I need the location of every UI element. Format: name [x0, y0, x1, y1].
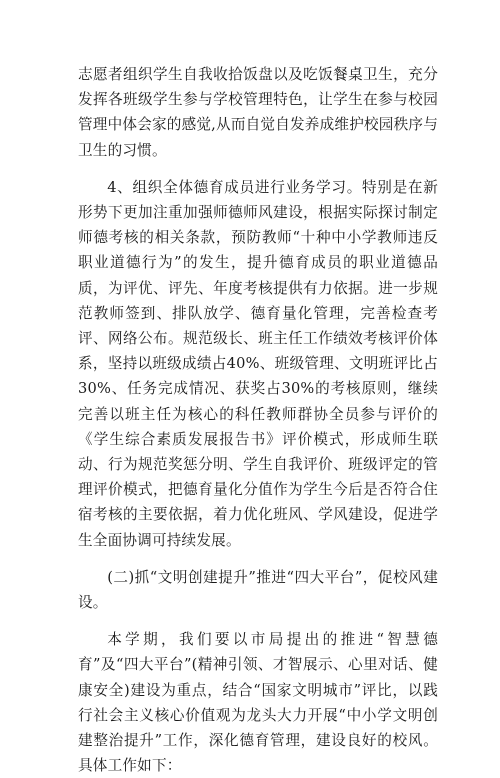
paragraph-semester-plan: 本学期，我们要以市局提出的推进“智慧德育”及“四大平台”(精神引领、才智展示、心里对话、健康安全)建设为重点，结合“国家文明城市”评比，以践行社会主义核心价值观为龙头大力开展“中小学文明创建整治提升”工作，深化德育管理，建设良好的校风。具体工作如下：	[78, 631, 438, 775]
paragraph-continued: 志愿者组织学生自我收拾饭盘以及吃饭餐桌卫生，充分发挥各班级学生参与学校管理特色，让学生在参与校园管理中体会家的感觉,从而自觉自发养成维护校园秩序与卫生的习惯。	[78, 66, 438, 159]
document-body	[78, 62, 438, 778]
paragraph-spacer	[78, 163, 438, 175]
section-heading-civilization: (二)抓“文明创建提升”推进“四大平台”，促校风建设。	[78, 568, 438, 612]
paragraph-spacer	[78, 553, 438, 565]
paragraph-teacher-training: 4、组织全体德育成员进行业务学习。特别是在新形势下更加注重加强师德师风建设，根据实际探讨制定师德考核的相关条款，预防教师“十种中小学教师违反职业道德行为”的发生，提升德育成员的职业道德品质，为评优、评先、年度考核提供有力依据。进一步规范教师签到、排队放学、德育量化管理，完善检查考评、网络公布。规范级长、班主任工作绩效考核评价体系，坚持以班级成绩占40%、班级管理、文明班评比占30%、任务完成情况、获奖占30%的考核原则，继续完善以班主任为核心的科任教师群协全员参与评价的《学生综合素质发展报告书》评价模式，形成师生联动、行为规范奖惩分明、学生自我评价、班级评定的管理评价模式，把德育量化分值作为学生今后是否符合住宿考核的主要依据，着力优化班风、学风建设，促进学生全面协调可持续发展。	[78, 178, 438, 549]
paragraph-spacer	[78, 615, 438, 627]
